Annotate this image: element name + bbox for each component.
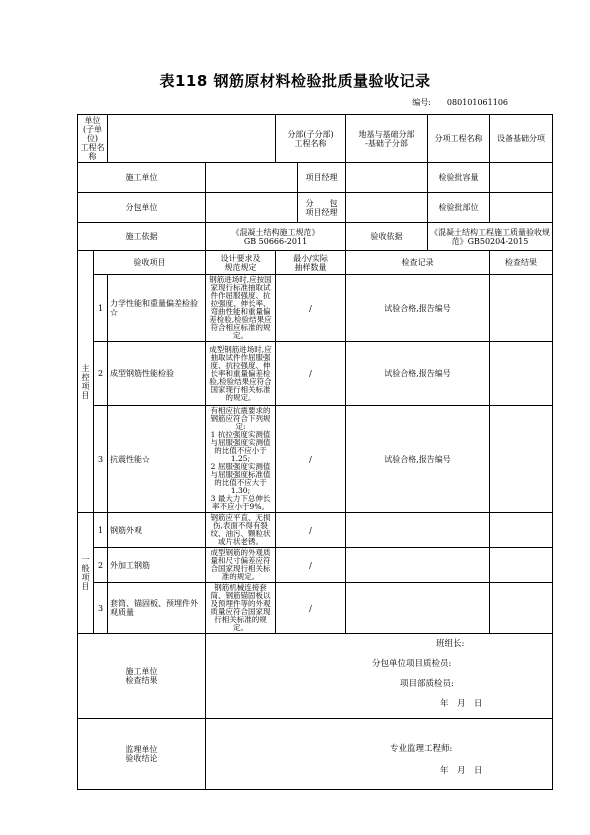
item-requirement: 成型钢筋的外观质量和尺寸偏差应符合国家现行相关标准的规定。 <box>206 548 276 583</box>
item-sample[interactable]: / <box>276 406 346 513</box>
project-manager-value[interactable] <box>346 163 428 193</box>
subcontract-unit-label: 分包单位 <box>78 193 206 223</box>
item-name: 套筒、锚固板、预埋件外观质量 <box>108 583 206 634</box>
record-number-value: 080101061106 <box>446 98 508 107</box>
item-result[interactable] <box>490 275 553 342</box>
project-manager-label: 项目经理 <box>298 163 346 193</box>
item-requirement: 有相应抗震要求的钢筋应符合下列规定: 1 抗拉强度实测值与屈服强度实测值的比值不应小于1.25; 2 屈服强度实测值与屈服强度标准值的比值不应大于1.30; 3 最大力下总伸长率不应小于9%。 <box>206 406 276 513</box>
col-record-header: 检查记录 <box>346 251 490 275</box>
team-leader-label: 班组长: <box>436 639 465 649</box>
item-sample[interactable]: / <box>276 275 346 342</box>
general-group-label: 一般项目 <box>78 513 94 634</box>
part-project-value[interactable]: 地基与基础分部 -基础子分部 <box>346 115 428 163</box>
sub-project-value[interactable]: 设备基础分项 <box>490 115 553 163</box>
main-control-group-label: 主控项目 <box>78 251 94 513</box>
unit-project-label: 单位(子单位) 工程名称 <box>78 115 108 163</box>
table-row <box>78 548 553 583</box>
item-result[interactable] <box>490 583 553 634</box>
item-record[interactable] <box>346 513 490 548</box>
unit-project-value[interactable] <box>108 115 276 163</box>
subcontract-pm-label: 分 包 项目经理 <box>298 193 346 223</box>
construction-check-area[interactable] <box>206 634 553 719</box>
item-sample[interactable]: / <box>276 342 346 406</box>
item-name: 外加工钢筋 <box>108 548 206 583</box>
item-sample[interactable]: / <box>276 513 346 548</box>
subcontract-unit-value[interactable] <box>206 193 298 223</box>
item-result[interactable] <box>490 548 553 583</box>
supervising-engineer-label: 专业监理工程师: <box>390 744 453 754</box>
batch-part-value[interactable] <box>490 193 553 223</box>
item-number: 1 <box>94 275 108 342</box>
project-inspector-label: 项目部质检员: <box>400 679 454 689</box>
item-sample[interactable]: / <box>276 548 346 583</box>
item-number: 3 <box>94 583 108 634</box>
inspection-record-table <box>77 114 553 790</box>
item-name: 成型钢筋性能检验 <box>108 342 206 406</box>
item-requirement: 钢筋进场时,应按国家现行标准抽取试件作屈服强度、抗拉强度、伸长率、弯曲性能和重量偏差检验,检验结果应符合相应标准的规定。 <box>206 275 276 342</box>
item-result[interactable] <box>490 342 553 406</box>
construction-check-label: 施工单位 检查结果 <box>78 634 206 719</box>
table-row <box>78 342 553 406</box>
item-record[interactable] <box>346 583 490 634</box>
table-row <box>78 275 553 342</box>
item-result[interactable] <box>490 513 553 548</box>
item-name: 力学性能和重量偏差检验☆ <box>108 275 206 342</box>
item-sample[interactable]: / <box>276 583 346 634</box>
supervision-area[interactable] <box>206 719 553 790</box>
item-record[interactable]: 试验合格,报告编号 <box>346 406 490 513</box>
batch-capacity-value[interactable] <box>490 163 553 193</box>
item-requirement: 成型钢筋进场时,应抽取试件作屈服强度、抗拉强度、伸长率和重量偏差检验,检验结果应符合国家现行相关标准的规定。 <box>206 342 276 406</box>
table-row <box>78 583 553 634</box>
supervision-row <box>78 719 553 790</box>
construction-basis-value: 《混凝土结构施工规范》 GB 50666-2011 <box>206 223 346 251</box>
item-number: 1 <box>94 513 108 548</box>
table-row <box>78 406 553 513</box>
construction-unit-value[interactable] <box>206 163 298 193</box>
item-record[interactable] <box>346 548 490 583</box>
item-name: 抗震性能☆ <box>108 406 206 513</box>
supervision-date: 年 月 日 <box>440 766 483 776</box>
col-sample-header: 最小/实际 抽样数量 <box>276 251 346 275</box>
record-number-label: 编号: <box>412 98 431 107</box>
col-item-header: 验收项目 <box>94 251 206 275</box>
batch-capacity-label: 检验批容量 <box>428 163 490 193</box>
acceptance-basis-label: 验收依据 <box>346 223 428 251</box>
subcontract-pm-value[interactable] <box>346 193 428 223</box>
construction-check-row <box>78 634 553 719</box>
col-result-header: 检查结果 <box>490 251 553 275</box>
supervision-label: 监理单位 验收结论 <box>78 719 206 790</box>
page-title: 表118 钢筋原材料检验批质量验收记录 <box>159 72 431 90</box>
item-requirement: 钢筋机械连接套筒、钢筋锚固板以及预埋件等的外观质量应符合国家现行相关标准的规定。 <box>206 583 276 634</box>
item-number: 2 <box>94 548 108 583</box>
col-design-header: 设计要求及 规范规定 <box>206 251 276 275</box>
sub-project-label: 分项工程名称 <box>428 115 490 163</box>
table-row <box>78 513 553 548</box>
item-name: 钢筋外观 <box>108 513 206 548</box>
batch-part-label: 检验批部位 <box>428 193 490 223</box>
acceptance-basis-value: 《混凝土结构工程施工质量验收规 范》GB50204-2015 <box>428 223 553 251</box>
record-number <box>396 97 508 108</box>
part-project-label: 分部(子分部) 工程名称 <box>276 115 346 163</box>
item-result[interactable] <box>490 406 553 513</box>
sub-inspector-label: 分包单位项目质检员: <box>372 659 452 669</box>
item-number: 3 <box>94 406 108 513</box>
item-record[interactable]: 试验合格,报告编号 <box>346 275 490 342</box>
item-requirement: 钢筋应平直、无损伤,表面不得有裂纹、油污、颗粒状或片状老锈。 <box>206 513 276 548</box>
construction-unit-label: 施工单位 <box>78 163 206 193</box>
item-number: 2 <box>94 342 108 406</box>
check-date: 年 月 日 <box>440 699 483 709</box>
construction-basis-label: 施工依据 <box>78 223 206 251</box>
item-record[interactable]: 试验合格,报告编号 <box>346 342 490 406</box>
